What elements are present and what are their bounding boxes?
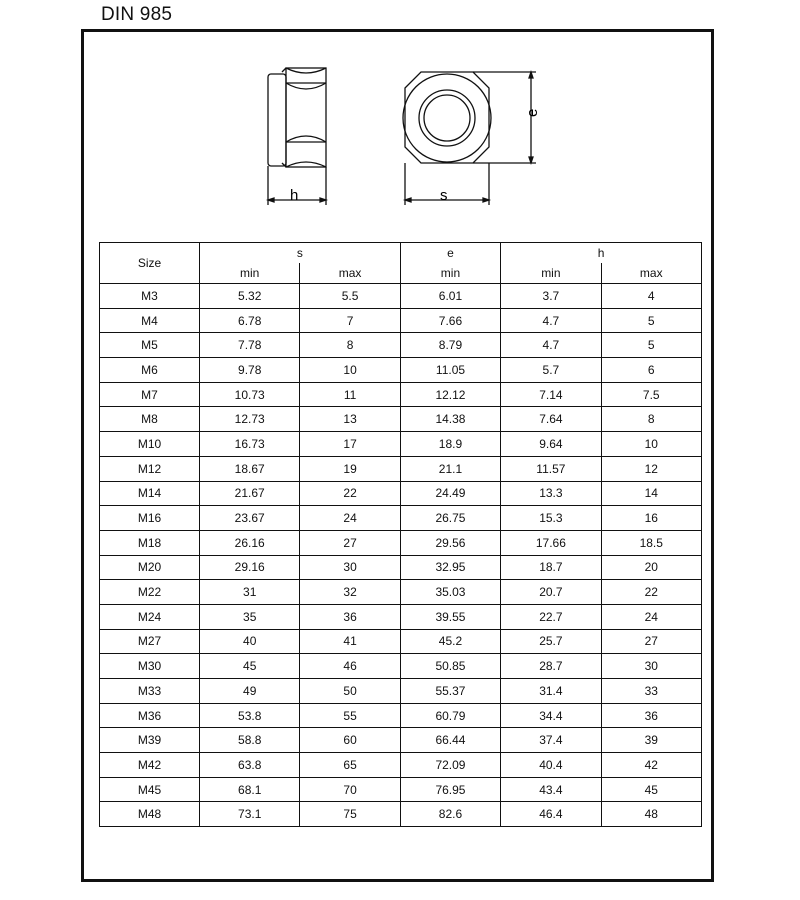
cell-h-max: 24	[601, 604, 701, 629]
cell-size: M16	[100, 506, 200, 531]
cell-h-min: 40.4	[501, 753, 601, 778]
table-row	[100, 358, 702, 383]
table-row	[100, 407, 702, 432]
table-row	[100, 530, 702, 555]
cell-s-min: 73.1	[200, 802, 300, 827]
table-row	[100, 654, 702, 679]
cell-s-max: 10	[300, 358, 400, 383]
table-row	[100, 753, 702, 778]
document-title: DIN 985	[101, 4, 173, 25]
cell-size: M24	[100, 604, 200, 629]
cell-h-min: 15.3	[501, 506, 601, 531]
table-row	[100, 604, 702, 629]
table-row	[100, 777, 702, 802]
cell-h-max: 7.5	[601, 382, 701, 407]
cell-e-min: 24.49	[400, 481, 500, 506]
cell-e-min: 50.85	[400, 654, 500, 679]
cell-size: M42	[100, 753, 200, 778]
cell-e-min: 35.03	[400, 580, 500, 605]
cell-s-max: 27	[300, 530, 400, 555]
cell-h-max: 4	[601, 284, 701, 309]
cell-h-max: 45	[601, 777, 701, 802]
cell-s-max: 11	[300, 382, 400, 407]
size-column-header: Size	[100, 243, 200, 284]
dimension-label-h: h	[290, 187, 299, 204]
cell-s-min: 58.8	[200, 728, 300, 753]
cell-h-max: 18.5	[601, 530, 701, 555]
cell-s-min: 9.78	[200, 358, 300, 383]
table-row	[100, 481, 702, 506]
cell-s-max: 41	[300, 629, 400, 654]
cell-e-min: 82.6	[400, 802, 500, 827]
cell-s-min: 6.78	[200, 308, 300, 333]
cell-h-min: 4.7	[501, 333, 601, 358]
thread-inner-circle	[424, 95, 470, 141]
cell-e-min: 32.95	[400, 555, 500, 580]
table-row	[100, 679, 702, 704]
cell-size: M33	[100, 679, 200, 704]
table-row	[100, 802, 702, 827]
cell-h-min: 46.4	[501, 802, 601, 827]
cell-e-min: 60.79	[400, 703, 500, 728]
cell-s-max: 13	[300, 407, 400, 432]
cell-s-max: 5.5	[300, 284, 400, 309]
table-row	[100, 703, 702, 728]
cell-h-min: 18.7	[501, 555, 601, 580]
din985-dimensions-table	[99, 242, 702, 827]
cell-e-min: 55.37	[400, 679, 500, 704]
table-row	[100, 382, 702, 407]
cell-size: M20	[100, 555, 200, 580]
cell-s-min: 63.8	[200, 753, 300, 778]
cell-e-min: 6.01	[400, 284, 500, 309]
table-row	[100, 629, 702, 654]
table-body	[100, 284, 702, 827]
cell-s-min: 26.16	[200, 530, 300, 555]
table-row	[100, 555, 702, 580]
cell-e-min: 26.75	[400, 506, 500, 531]
cell-size: M36	[100, 703, 200, 728]
cell-h-max: 30	[601, 654, 701, 679]
cell-h-max: 48	[601, 802, 701, 827]
cell-s-min: 31	[200, 580, 300, 605]
cell-s-min: 7.78	[200, 333, 300, 358]
e-group-header: e	[400, 243, 500, 264]
table-row	[100, 456, 702, 481]
cell-e-min: 21.1	[400, 456, 500, 481]
cell-s-max: 55	[300, 703, 400, 728]
cell-h-max: 36	[601, 703, 701, 728]
cell-h-min: 7.14	[501, 382, 601, 407]
h-min-header: min	[501, 263, 601, 284]
cell-s-min: 35	[200, 604, 300, 629]
cell-s-max: 70	[300, 777, 400, 802]
cell-s-min: 12.73	[200, 407, 300, 432]
cell-e-min: 7.66	[400, 308, 500, 333]
chamfer-circle	[403, 74, 491, 162]
cell-size: M27	[100, 629, 200, 654]
cell-h-min: 9.64	[501, 432, 601, 457]
cell-size: M14	[100, 481, 200, 506]
s-max-header: max	[300, 263, 400, 284]
table-row	[100, 728, 702, 753]
thread-outer-circle	[419, 90, 475, 146]
e-min-header: min	[400, 263, 500, 284]
cell-s-max: 17	[300, 432, 400, 457]
h-max-header: max	[601, 263, 701, 284]
cell-s-min: 29.16	[200, 555, 300, 580]
cell-h-max: 22	[601, 580, 701, 605]
cell-size: M6	[100, 358, 200, 383]
nut-side-view	[268, 68, 326, 205]
cell-h-min: 3.7	[501, 284, 601, 309]
table-row	[100, 333, 702, 358]
cell-s-max: 32	[300, 580, 400, 605]
cell-e-min: 8.79	[400, 333, 500, 358]
cell-size: M18	[100, 530, 200, 555]
cell-h-min: 31.4	[501, 679, 601, 704]
cell-s-min: 5.32	[200, 284, 300, 309]
cell-h-max: 8	[601, 407, 701, 432]
dimension-label-e: e	[524, 108, 541, 117]
cell-h-min: 37.4	[501, 728, 601, 753]
cell-e-min: 39.55	[400, 604, 500, 629]
cell-s-max: 7	[300, 308, 400, 333]
cell-h-min: 17.66	[501, 530, 601, 555]
cell-size: M5	[100, 333, 200, 358]
cell-size: M10	[100, 432, 200, 457]
cell-h-min: 28.7	[501, 654, 601, 679]
cell-h-max: 5	[601, 308, 701, 333]
cell-h-max: 10	[601, 432, 701, 457]
table-row	[100, 506, 702, 531]
cell-h-max: 27	[601, 629, 701, 654]
cell-s-max: 75	[300, 802, 400, 827]
cell-h-max: 33	[601, 679, 701, 704]
nylon-insert-profile	[268, 74, 286, 166]
cell-h-max: 14	[601, 481, 701, 506]
cell-s-min: 53.8	[200, 703, 300, 728]
cell-size: M22	[100, 580, 200, 605]
cell-h-min: 13.3	[501, 481, 601, 506]
cell-s-max: 60	[300, 728, 400, 753]
cell-e-min: 11.05	[400, 358, 500, 383]
cell-s-min: 45	[200, 654, 300, 679]
nut-technical-drawing	[0, 0, 800, 240]
table-header	[100, 243, 702, 284]
cell-size: M48	[100, 802, 200, 827]
cell-s-max: 30	[300, 555, 400, 580]
cell-e-min: 45.2	[400, 629, 500, 654]
cell-h-max: 20	[601, 555, 701, 580]
cell-h-min: 7.64	[501, 407, 601, 432]
cell-s-min: 21.67	[200, 481, 300, 506]
cell-s-max: 22	[300, 481, 400, 506]
cell-h-min: 4.7	[501, 308, 601, 333]
cell-h-max: 42	[601, 753, 701, 778]
cell-size: M7	[100, 382, 200, 407]
cell-h-max: 5	[601, 333, 701, 358]
cell-s-max: 8	[300, 333, 400, 358]
dimension-label-s: s	[440, 187, 448, 204]
table-row	[100, 580, 702, 605]
cell-s-min: 18.67	[200, 456, 300, 481]
s-group-header: s	[200, 243, 401, 264]
cell-e-min: 18.9	[400, 432, 500, 457]
cell-s-min: 16.73	[200, 432, 300, 457]
cell-s-min: 40	[200, 629, 300, 654]
cell-size: M12	[100, 456, 200, 481]
cell-h-max: 12	[601, 456, 701, 481]
cell-h-min: 5.7	[501, 358, 601, 383]
cell-e-min: 14.38	[400, 407, 500, 432]
cell-e-min: 72.09	[400, 753, 500, 778]
cell-s-min: 23.67	[200, 506, 300, 531]
cell-s-max: 19	[300, 456, 400, 481]
nut-top-view	[403, 72, 536, 205]
cell-s-max: 46	[300, 654, 400, 679]
cell-h-min: 34.4	[501, 703, 601, 728]
cell-h-max: 6	[601, 358, 701, 383]
cell-h-min: 43.4	[501, 777, 601, 802]
cell-size: M3	[100, 284, 200, 309]
cell-s-min: 68.1	[200, 777, 300, 802]
cell-s-max: 24	[300, 506, 400, 531]
cell-size: M8	[100, 407, 200, 432]
h-group-header: h	[501, 243, 702, 264]
s-min-header: min	[200, 263, 300, 284]
cell-h-max: 16	[601, 506, 701, 531]
cell-h-min: 22.7	[501, 604, 601, 629]
cell-h-min: 25.7	[501, 629, 601, 654]
cell-h-min: 20.7	[501, 580, 601, 605]
cell-size: M45	[100, 777, 200, 802]
cell-h-min: 11.57	[501, 456, 601, 481]
cell-e-min: 66.44	[400, 728, 500, 753]
cell-h-max: 39	[601, 728, 701, 753]
cell-size: M4	[100, 308, 200, 333]
cell-s-min: 10.73	[200, 382, 300, 407]
cell-e-min: 29.56	[400, 530, 500, 555]
cell-size: M39	[100, 728, 200, 753]
table-row	[100, 432, 702, 457]
cell-e-min: 12.12	[400, 382, 500, 407]
table-row	[100, 284, 702, 309]
cell-e-min: 76.95	[400, 777, 500, 802]
cell-s-min: 49	[200, 679, 300, 704]
table-row	[100, 308, 702, 333]
cell-s-max: 50	[300, 679, 400, 704]
cell-s-max: 36	[300, 604, 400, 629]
cell-s-max: 65	[300, 753, 400, 778]
cell-size: M30	[100, 654, 200, 679]
